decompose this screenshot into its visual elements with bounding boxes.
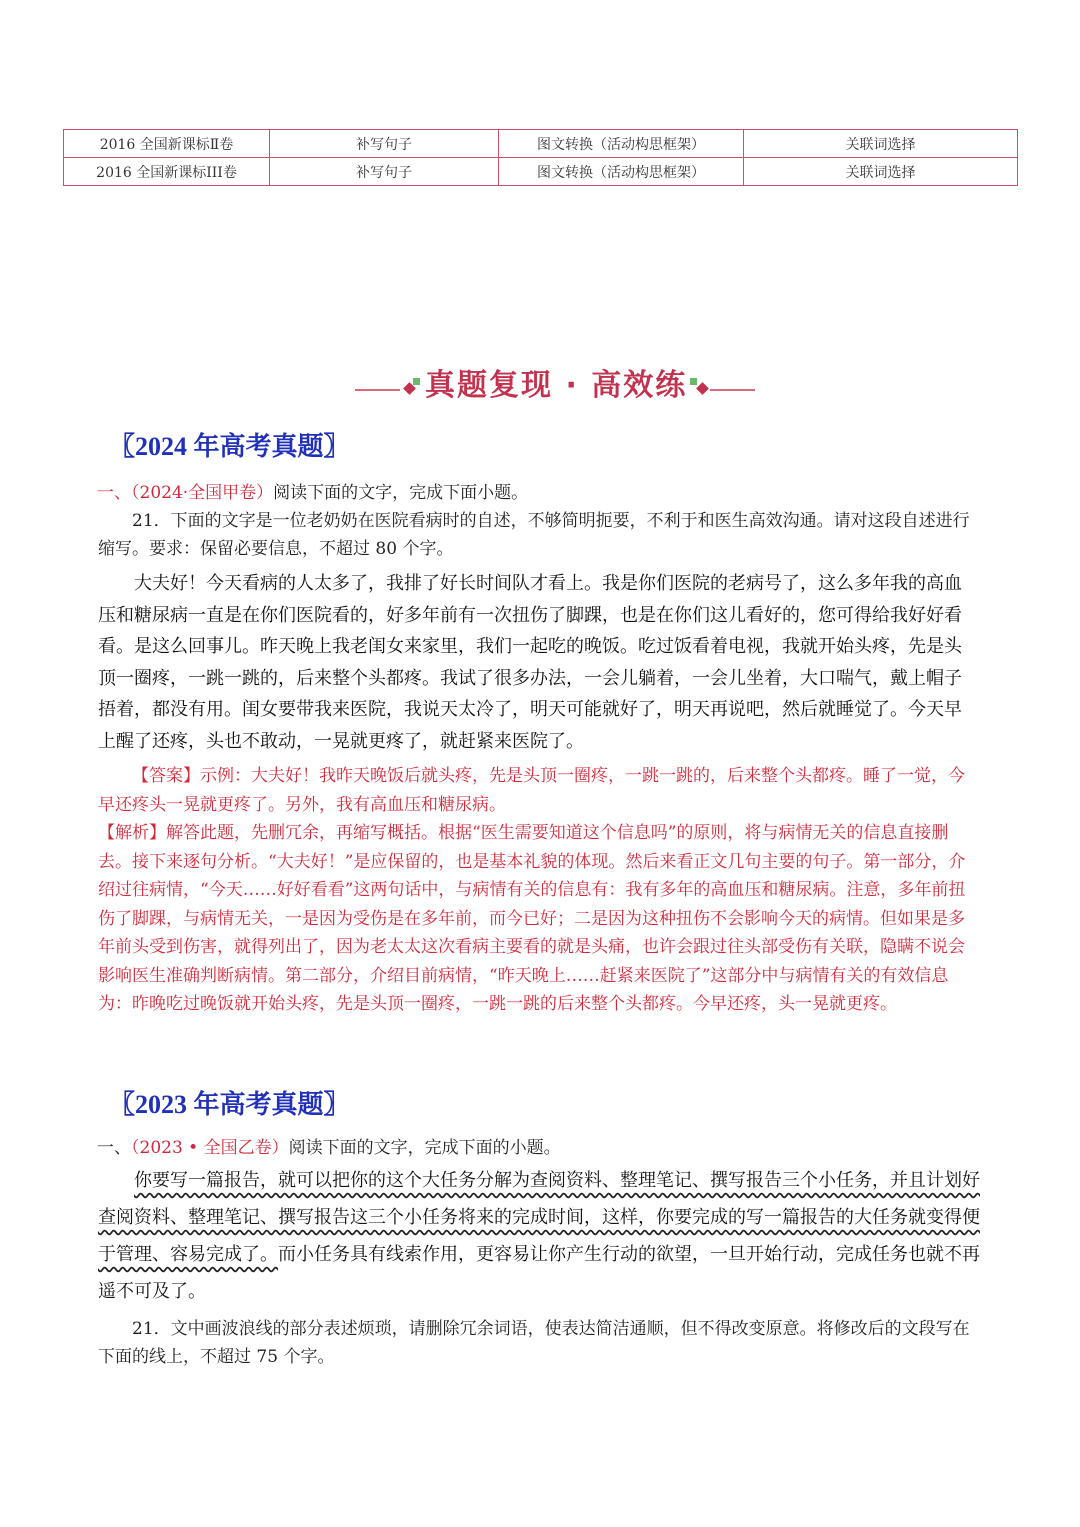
question-number: 一、: [97, 483, 131, 503]
question-text: 21．文中画波浪线的部分表述烦琐，请删除冗余词语，使表达简洁通顺，但不得改变原意。将修改后的文段写在下面的线上，不超过 75 个字。: [98, 1319, 970, 1367]
table-cell: 图文转换（活动构思框架）: [499, 158, 744, 186]
table-cell: 关联词选择: [744, 158, 1018, 186]
section-title-2024: 〖2024 年高考真题〗: [109, 432, 350, 461]
analysis-text: 【解析】解答此题，先删冗余，再缩写概括。根据“医生需要知道这个信息吗”的原则，将与病情无关的信息直接删去。接下来逐句分析。“大夫好！”是应保留的，也是基本礼貌的体现。然后来看正文几句主要的句子。第一部分，介绍过往病情，“今天……好好看看”这两句话中，与病情有关的信息有：我有多年的高血压和糖尿病。注意，多年前扭伤了脚踝，与病情无关，一是因为受伤是在多年前，而今已好；二是因为这种扭伤不会影响今天的病情。但如果是多年前头受到伤害，就得列出了，因为老太太这次看病主要看的就是头痛，也许会跟过往头部受伤有关联，隐瞒不说会影响医生准确判断病情。第二部分，介绍目前病情，“昨天晚上……赶紧来医院了”这部分中与病情有关的有效信息为：昨晚吃过晚饭就开始头疼，先是头顶一圈疼，一跳一跳的后来整个头都疼。今早还疼，头一晃就更疼。: [98, 823, 966, 1014]
banner-line-left: [355, 389, 400, 391]
banner-diamond-icon: [696, 382, 709, 395]
section-title-2023: 〖2023 年高考真题〗: [109, 1090, 350, 1119]
question-21-2024: [98, 507, 978, 563]
table-cell: 2016 全国新课标Ⅱ卷: [64, 130, 270, 158]
table-row: [64, 158, 1018, 186]
question-source: （2023 • 全国乙卷）: [131, 1138, 289, 1158]
question-21-2023: [98, 1315, 978, 1371]
exam-table: [63, 129, 1018, 186]
passage-text: 大夫好！今天看病的人太多了，我排了好长时间队才看上。我是你们医院的老病号了，这么多年我的高血压和糖尿病一直是在你们医院看的，好多年前有一次扭伤了脚踝，也是在你们这儿看好的，您可得给我好好看看。是这么回事儿。昨天晚上我老闺女来家里，我们一起吃的晚饭。吃过饭看着电视，我就开始头疼，先是头顶一圈疼，一跳一跳的，后来整个头都疼。我试了很多办法，一会儿躺着，一会儿坐着，大口喘气，戴上帽子捂着，都没有用。闺女要带我来医院，我说天太冷了，明天可能就好了，明天再说吧，然后就睡觉了。今天早上醒了还疼，头也不敢动，一晃就更疼了，就赶紧来医院了。: [98, 573, 962, 752]
banner-square-icon: [413, 378, 420, 385]
question-instruction: 阅读下面的文字，完成下面的小题。: [288, 1138, 561, 1158]
table-cell: 图文转换（活动构思框架）: [499, 130, 744, 158]
section-banner: [355, 356, 755, 406]
table-cell: 补写句子: [270, 130, 499, 158]
passage-text: 而小任务具有线索作用，更容易让你产生行动的欲望，一旦开始行动，完成任务也就不再遥不可及了。: [98, 1244, 980, 1302]
banner-line-right: [710, 389, 755, 391]
table-cell: 关联词选择: [744, 130, 1018, 158]
question-header-2023: [97, 1133, 561, 1158]
table-row: [64, 130, 1018, 158]
passage-2024: [98, 568, 978, 757]
wavy-underlined-text: 你要写一篇报告，就可以把你的这个大任务分解为查阅资料、整理笔记、撰写报告三个小任务，并且计划好查阅资料、整理笔记、撰写报告这三个小任务将来的完成时间，这样，你要完成的写一篇报告的大任务就变得便于管理、容易完成了。: [98, 1170, 980, 1265]
analysis-block: [98, 819, 978, 1019]
question-header-2024: [97, 478, 528, 503]
banner-square-icon: [690, 378, 697, 385]
question-text: 21．下面的文字是一位老奶奶在医院看病时的自述，不够简明扼要，不利于和医生高效沟通。请对这段自述进行缩写。要求：保留必要信息，不超过 80 个字。: [98, 511, 970, 559]
table-cell: 补写句子: [270, 158, 499, 186]
question-number: 一、: [97, 1138, 131, 1158]
answer-text: 【答案】示例：大夫好！我昨天晚饭后就头疼，先是头顶一圈疼，一跳一跳的，后来整个头都疼。睡了一觉，今早还疼头一晃就更疼了。另外，我有高血压和糖尿病。: [98, 766, 965, 815]
passage-2023: [98, 1162, 983, 1310]
answer-block: [98, 762, 978, 819]
question-instruction: 阅读下面的文字，完成下面小题。: [273, 483, 529, 503]
table-cell: 2016 全国新课标III卷: [64, 158, 270, 186]
banner-title: 真题复现 · 高效练: [425, 368, 688, 403]
question-source: （2024·全国甲卷）: [131, 483, 274, 503]
